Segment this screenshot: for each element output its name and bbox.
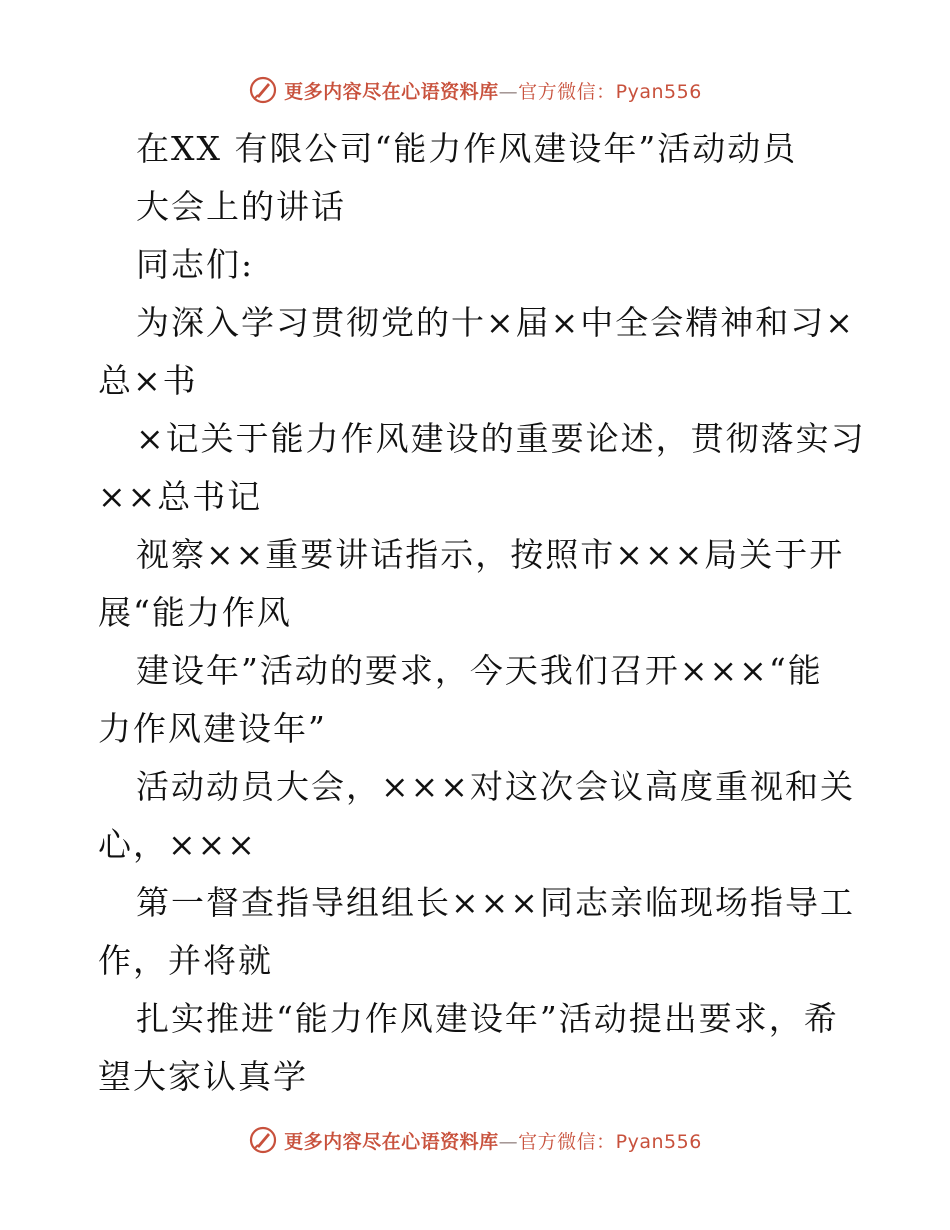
paragraph-line: 望大家认真学 xyxy=(98,1057,308,1096)
watermark-text xyxy=(284,1127,702,1154)
paragraph-line: 扎实推进“能力作风建设年”活动提出要求，希 xyxy=(136,999,839,1038)
watermark-contact: 官方微信：Pyan556 xyxy=(518,1130,702,1153)
paragraph-line: 展“能力作风 xyxy=(98,593,292,632)
document-title-line-2: 大会上的讲话 xyxy=(136,187,346,226)
watermark-separator: — xyxy=(498,1130,519,1153)
salutation: 同志们: xyxy=(136,245,255,284)
paragraph-line: 第一督查指导组组长×××同志亲临现场指导工 xyxy=(136,883,855,922)
paragraph-line: 为深入学习贯彻党的十×届×中全会精神和习× xyxy=(136,303,855,342)
watermark-brand: 更多内容尽在心语资料库 xyxy=(284,1130,499,1153)
watermark-footer xyxy=(0,1120,950,1160)
watermark-header xyxy=(0,70,950,110)
feather-pen-logo-icon xyxy=(248,75,278,105)
paragraph-line: 视察××重要讲话指示，按照市×××局关于开 xyxy=(136,535,845,574)
paragraph-line: 建设年”活动的要求，今天我们召开×××“能 xyxy=(136,651,823,690)
paragraph-line: 总×书 xyxy=(98,361,198,400)
watermark-brand: 更多内容尽在心语资料库 xyxy=(284,80,499,103)
paragraph-line: ××总书记 xyxy=(98,477,263,516)
paragraph-line: 心，××× xyxy=(98,825,257,864)
paragraph-line: 作，并将就 xyxy=(98,941,273,980)
document-body xyxy=(98,120,866,1106)
watermark-contact: 官方微信：Pyan556 xyxy=(518,80,702,103)
document-title-line-1: 在XX 有限公司“能力作风建设年”活动动员 xyxy=(136,129,798,168)
paragraph-line: ×记关于能力作风建设的重要论述，贯彻落实习 xyxy=(136,419,866,458)
feather-pen-logo-icon xyxy=(248,1125,278,1155)
paragraph-line: 活动动员大会，×××对这次会议高度重视和关 xyxy=(136,767,855,806)
watermark-text xyxy=(284,77,702,104)
paragraph-line: 力作风建设年” xyxy=(98,709,327,748)
watermark-separator: — xyxy=(498,80,519,103)
